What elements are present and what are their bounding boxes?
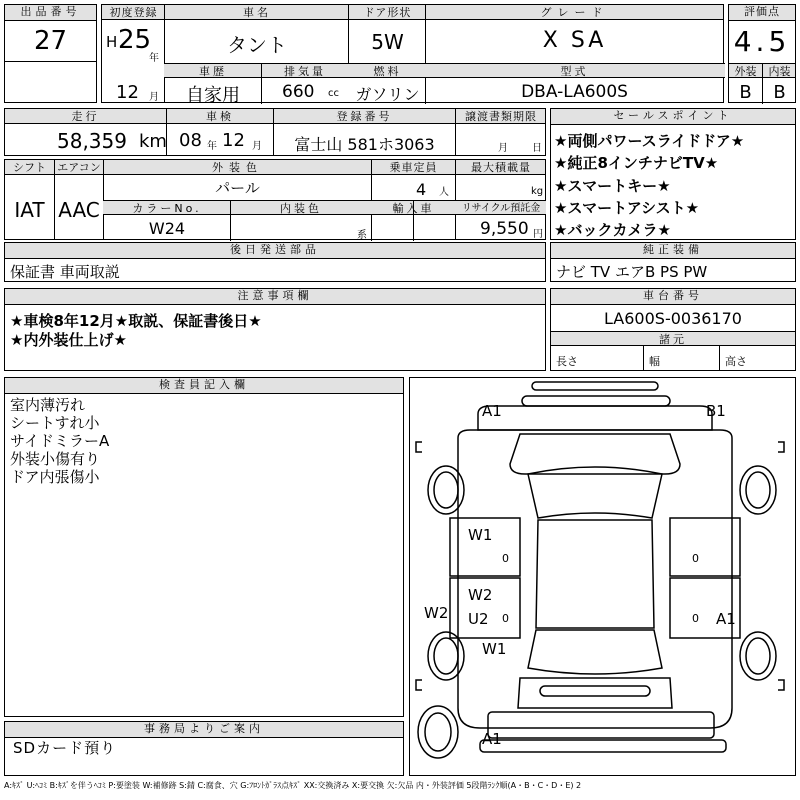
mark-left-rear-quarter: W1 [482, 640, 507, 658]
front-bumper-strip-2 [522, 396, 670, 406]
load-unit: kg [531, 186, 544, 197]
mark-right-rear: A1 [716, 610, 736, 628]
mark-front-right: B1 [706, 402, 726, 420]
sales-label: セールスポイント [551, 109, 795, 125]
inspector-line-2: シートすれ小 [10, 414, 100, 432]
car-name-label: 車名 [243, 6, 271, 19]
reg-number: 富士山 581ホ3063 [294, 135, 435, 154]
seats-label: 乗車定員 [389, 161, 438, 174]
int-label: 内装 [768, 65, 791, 78]
rear-bumper-strip-2 [480, 740, 726, 752]
lot-blank-box [4, 61, 97, 103]
year-unit: 年 [149, 53, 159, 64]
displacement-label: 排気量 [284, 65, 326, 78]
front-bumper [478, 406, 712, 430]
zero-right-rear: 0 [692, 612, 699, 625]
mileage: 58,359 [57, 129, 127, 153]
door-type: 5W [371, 30, 404, 54]
rear-bumper [488, 712, 714, 738]
fuel: ガソリン [355, 85, 420, 104]
caution-line-2: ★内外装仕上げ★ [10, 331, 127, 349]
recycle-unit: 円 [533, 229, 543, 240]
hood [510, 434, 680, 474]
mark-front-left: A1 [482, 402, 502, 420]
row2-table [4, 108, 546, 156]
grade: X SA [542, 28, 607, 53]
inspection-label: 車検 [206, 110, 234, 123]
model-label: 型式 [560, 65, 589, 78]
year: 25 [118, 25, 152, 55]
zero-right-front: 0 [692, 552, 699, 565]
front-bumper-strip-1 [532, 382, 658, 390]
row3-table [4, 159, 546, 240]
lot-number: 27 [33, 26, 68, 56]
color-label: 外装色 [212, 161, 263, 174]
height-label: 高さ [725, 355, 747, 368]
color-no-label: カラーNo. [132, 202, 202, 215]
ext-label: 外装 [734, 65, 757, 78]
reg-label: 登録番号 [336, 110, 393, 123]
shift: IAT [14, 198, 45, 222]
first-reg-label: 初度登録 [109, 6, 158, 19]
left-mirror-bracket [416, 442, 422, 452]
displacement-unit: cc [328, 88, 339, 99]
score-label: 評価点 [729, 5, 795, 21]
main-info-table [101, 4, 724, 106]
caution-line-1: ★車検8年12月★取説、保証書後日★ [10, 312, 262, 330]
mark-left-door-rear: W2 [468, 586, 493, 604]
lot-label: 出品番号 [5, 5, 96, 21]
inspector-line-1: 室内薄汚れ [10, 396, 86, 414]
chassis-box [550, 288, 796, 371]
transfer-month-unit: 月 [498, 143, 508, 154]
mileage-label: 走行 [71, 110, 100, 123]
inspector-line-5: ドア内張傷小 [10, 468, 100, 486]
inspection-year: 08 [179, 130, 202, 151]
fuel-label: 燃料 [373, 65, 402, 78]
right-rear-wheel-inner [746, 638, 770, 674]
caution-label: 注意事項欄 [5, 289, 545, 305]
later-parts-label: 後日発送部品 [5, 243, 545, 259]
inspector-box [4, 377, 404, 717]
right-front-door [670, 518, 740, 576]
right-mirror-bracket [778, 442, 784, 452]
legend: A:ｷｽﾞ U:ﾍｺﾐ B:ｷｽﾞを伴うﾍｺﾐ P:要塗装 W:補修跡 S:錆 C:腐食、穴 G:ﾌﾛﾝﾄｶﾞﾗｽ点ｷｽﾞ XX:交換済み X:要交換 欠:欠品 内・外装評価 5段階ﾗﾝｸ順(A・B・C・D・E) 2 [4, 781, 582, 790]
door-label: ドア形状 [363, 6, 412, 19]
month: 12 [116, 82, 139, 103]
transfer-label: 譲渡書類期限 [465, 110, 537, 123]
office-box [4, 721, 404, 776]
recycle: 9,550 [480, 219, 529, 239]
width-label: 幅 [649, 355, 660, 368]
history-label: 車歴 [199, 65, 227, 78]
car-diagram [409, 377, 796, 776]
era: H [106, 33, 118, 51]
length-label: 長さ [556, 355, 578, 368]
displacement: 660 [282, 82, 315, 102]
sales-point-3: ★スマートキー★ [554, 177, 671, 195]
left-rear-bracket [416, 680, 422, 690]
sales-point-2: ★純正8インチナビTV★ [554, 154, 719, 172]
equipment-label: 純正装備 [551, 243, 795, 259]
sales-point-1: ★両側パワースライドドア★ [554, 132, 745, 150]
sales-points-box [550, 108, 796, 240]
mark-rear-bumper: A1 [482, 730, 502, 748]
grade-label: グレード [540, 6, 609, 19]
inspection-month: 12 [222, 130, 245, 151]
score-box [728, 4, 796, 103]
car-diagram-svg [410, 378, 795, 775]
right-front-wheel-inner [746, 472, 770, 508]
ac: AAC [58, 198, 100, 222]
chassis-label: 車台番号 [551, 289, 795, 305]
ext-grade: B [739, 82, 752, 103]
spare-wheel [418, 706, 458, 758]
equipment-text: ナビ TV エアB PS PW [556, 263, 708, 281]
rear-bumper-strip-1 [540, 686, 650, 696]
inspector-line-4: 外装小傷有り [10, 450, 101, 468]
shift-label: シフト [13, 161, 46, 174]
zero-left-front: 0 [502, 552, 509, 565]
specs-label: 諸元 [659, 333, 687, 346]
ac-label: エアコン [57, 161, 101, 174]
inspection-year-unit: 年 [207, 141, 217, 152]
import-label: 輸入車 [392, 202, 435, 215]
rear-window [528, 630, 662, 674]
left-front-wheel-inner [434, 472, 458, 508]
caution-box [4, 288, 546, 371]
load-label: 最大積載量 [471, 161, 531, 174]
office-label: 事務局よりご案内 [5, 722, 403, 738]
zero-left-rear: 0 [502, 612, 509, 625]
office-text: SDカード預り [13, 739, 117, 757]
equipment-box [550, 242, 796, 282]
seats-unit: 人 [439, 187, 449, 198]
roof [536, 520, 654, 628]
int-grade: B [773, 82, 786, 103]
model: DBA-LA600S [521, 82, 628, 102]
month-unit: 月 [149, 92, 159, 103]
chassis-number: LA600S-0036170 [604, 309, 742, 328]
mark-left-wheel: W2 [424, 604, 449, 622]
mileage-unit: km [139, 131, 167, 152]
seats: 4 [416, 180, 427, 199]
int-color-unit: 系 [357, 230, 367, 241]
mark-left-door-rear2: U2 [468, 610, 489, 628]
inspection-month-unit: 月 [252, 141, 262, 152]
transfer-day-unit: 日 [532, 143, 542, 154]
sales-point-5: ★バックカメラ★ [554, 221, 671, 239]
mark-left-door-front: W1 [468, 526, 493, 544]
later-parts-text: 保証書 車両取説 [10, 263, 120, 281]
recycle-label: リサイクル預託金 [461, 203, 541, 214]
right-rear-bracket [778, 680, 784, 690]
right-rear-door [670, 578, 740, 638]
later-parts-box [4, 242, 546, 282]
inspector-label: 検査員記入欄 [5, 378, 403, 394]
color: パール [215, 179, 260, 197]
int-color-label: 内装色 [280, 202, 322, 215]
score: 4.5 [733, 25, 791, 58]
car-name: タント [227, 33, 287, 57]
history: 自家用 [186, 85, 240, 106]
lot-box [4, 4, 97, 62]
inspector-line-3: サイドミラーA [10, 432, 110, 450]
left-rear-wheel-inner [434, 638, 458, 674]
color-no: W24 [148, 219, 186, 238]
sales-point-4: ★スマートアシスト★ [554, 199, 700, 217]
spare-wheel-inner [425, 713, 451, 751]
